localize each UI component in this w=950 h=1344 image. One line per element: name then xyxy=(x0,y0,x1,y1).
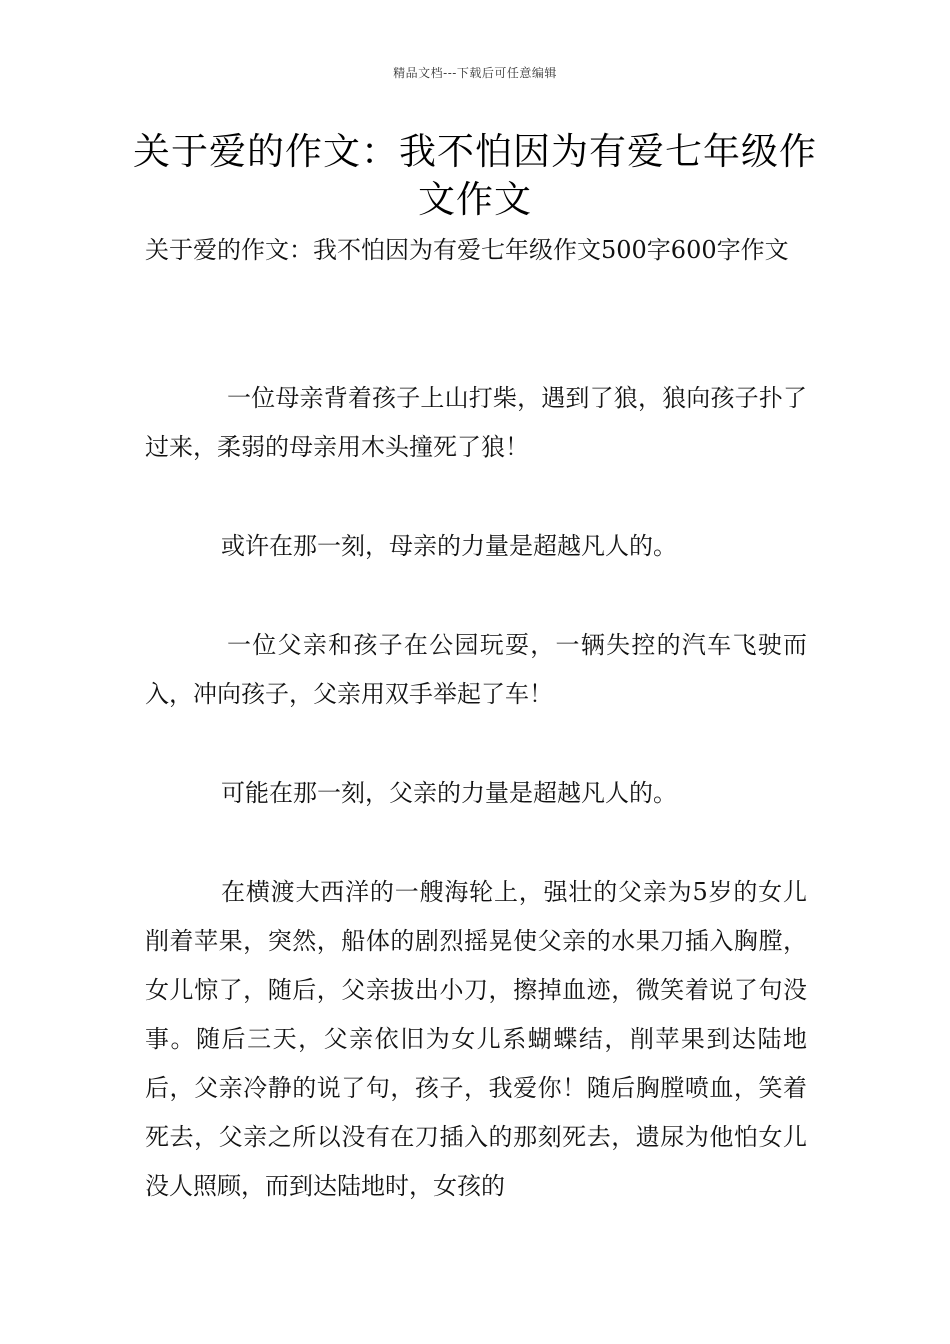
document-title: 关于爱的作文：我不怕因为有爱七年级作文作文 xyxy=(133,130,817,221)
paragraph-4: 可能在那一刻，父亲的力量是超越凡人的。 xyxy=(221,779,677,807)
paragraph-2: 或许在那一刻，母亲的力量是超越凡人的。 xyxy=(221,532,677,560)
document-subtitle: 关于爱的作文：我不怕因为有爱七年级作文500字600字作文 xyxy=(145,236,789,264)
paragraph-5: 在横渡大西洋的一艘海轮上，强壮的父亲为5岁的女儿削着苹果，突然，船体的剧烈摇晃使父亲的水果刀插入胸膛，女儿惊了，随后，父亲拔出小刀，擦掉血迹，微笑着说了句没事。随后三天，父亲依旧为女儿系蝴蝶结，削苹果到达陆地后，父亲冷静的说了句，孩子，我爱你！随后胸膛喷血，笑着死去，父亲之所以没有在刀插入的那刻死去，遗尿为他怕女儿没人照顾，而到达陆地时，女孩的 xyxy=(145,878,807,1200)
paragraph-3: 一位父亲和孩子在公园玩耍，一辆失控的汽车飞驶而入，冲向孩子，父亲用双手举起了车！ xyxy=(145,631,807,708)
page-header: 精品文档---下载后可任意编辑 xyxy=(393,66,557,80)
paragraph-1: 一位母亲背着孩子上山打柴，遇到了狼，狼向孩子扑了过来，柔弱的母亲用木头撞死了狼！ xyxy=(145,384,807,461)
